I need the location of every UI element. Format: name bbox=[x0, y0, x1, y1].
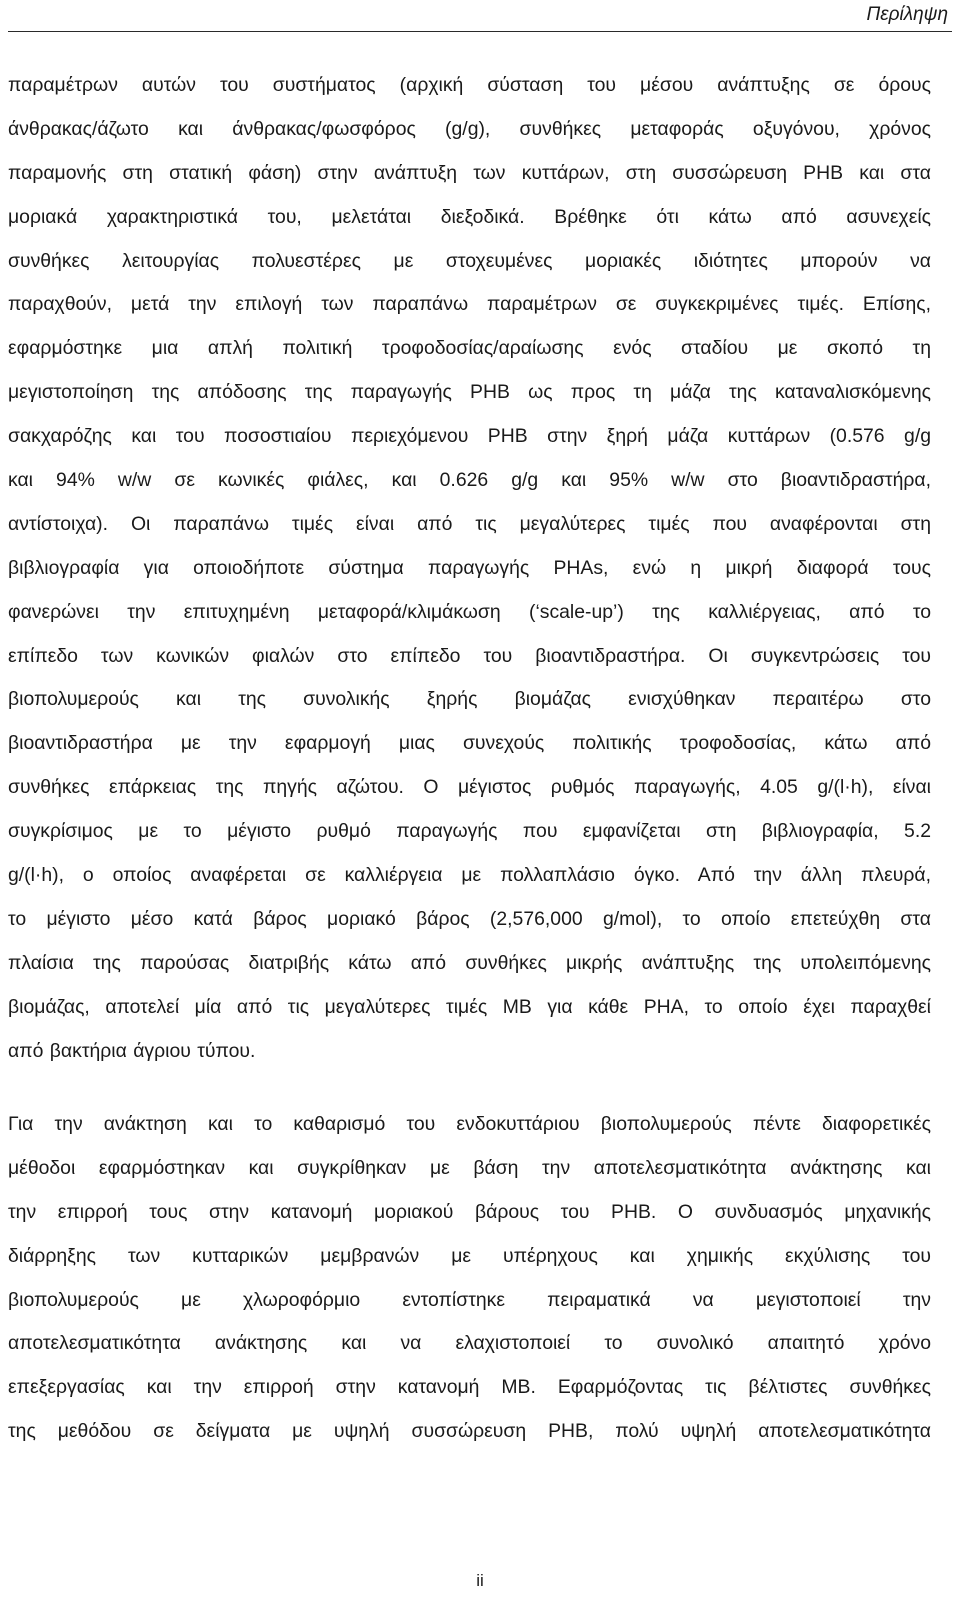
text-line: φανερώνει την επιτυχημένη μεταφορά/κλιμάκωση (‘scale-up’) της καλλιέργειας, από το bbox=[8, 600, 931, 623]
text-line: αντίστοιχα). Οι παραπάνω τιμές είναι από τις μεγαλύτερες τιμές που αναφέρονται στη bbox=[8, 512, 931, 535]
text-line: το μέγιστο μέσο κατά βάρος μοριακό βάρος (2,576,000 g/mol), το οποίο επετεύχθη στα bbox=[8, 907, 931, 930]
text-line: συνθήκες επάρκειας της πηγής αζώτου. Ο μέγιστος ρυθμός παραγωγής, 4.05 g/(l·h), είναι bbox=[8, 776, 931, 799]
text-line: από βακτήρια άγριου τύπου. bbox=[8, 1039, 256, 1062]
text-line: πλαίσια της παρούσας διατριβής κάτω από συνθήκες μικρής ανάπτυξης της υπολειπόμενης bbox=[8, 951, 931, 974]
text-line: διάρρηξης των κυτταρικών μεμβρανών με υπέρηχους και χημικής εκχύλισης του bbox=[8, 1244, 931, 1267]
text-line: της μεθόδου σε δείγματα με υψηλή συσσώρευση PHB, πολύ υψηλή αποτελεσματικότητα bbox=[8, 1420, 931, 1443]
text-line: την επιρροή τους στην κατανομή μοριακού βάρους του PHB. Ο συνδυασμός μηχανικής bbox=[8, 1200, 931, 1223]
text-line: αποτελεσματικότητα ανάκτησης και να ελαχιστοποιεί το συνολικό απαιτητό χρόνο bbox=[8, 1332, 931, 1355]
text-line: σακχαρόζης και του ποσοστιαίου περιεχόμενου PHB στην ξηρή μάζα κυττάρων (0.576 g/g bbox=[8, 425, 931, 448]
text-line: παραχθούν, μετά την επιλογή των παραπάνω παραμέτρων σε συγκεκριμένες τιμές. Επίσης, bbox=[8, 293, 931, 316]
text-line: βιοαντιδραστήρα με την εφαρμογή μιας συνεχούς πολιτικής τροφοδοσίας, κάτω από bbox=[8, 732, 931, 755]
paragraph-1 bbox=[8, 64, 931, 1073]
paragraph-2 bbox=[8, 1103, 931, 1454]
text-line: βιβλιογραφία για οποιοδήποτε σύστημα παραγωγής PHAs, ενώ η μικρή διαφορά τους bbox=[8, 556, 931, 579]
text-line: παραμονής στη στατική φάση) στην ανάπτυξη των κυττάρων, στη συσσώρευση PHB και στα bbox=[8, 161, 931, 184]
text-line: εφαρμόστηκε μια απλή πολιτική τροφοδοσίας/αραίωσης ενός σταδίου με σκοπό τη bbox=[8, 337, 931, 360]
text-line: επεξεργασίας και την επιρροή στην κατανομή MB. Εφαρμόζοντας τις βέλτιστες συνθήκες bbox=[8, 1376, 931, 1399]
text-line: g/(l·h), ο οποίος αναφέρεται σε καλλιέργεια με πολλαπλάσιο όγκο. Από την άλλη πλευρά, bbox=[8, 864, 931, 887]
text-line: μέθοδοι εφαρμόστηκαν και συγκρίθηκαν με βάση την αποτελεσματικότητα ανάκτησης και bbox=[8, 1156, 931, 1179]
text-line: Για την ανάκτηση και το καθαρισμό του ενδοκυττάριου βιοπολυμερούς πέντε διαφορετικές bbox=[8, 1113, 931, 1135]
page-header bbox=[0, 0, 960, 32]
header-rule bbox=[8, 31, 952, 32]
text-line: μεγιστοποίηση της απόδοσης της παραγωγής PHB ως προς τη μάζα της καταναλισκόμενης bbox=[8, 381, 931, 404]
text-line: επίπεδο των κωνικών φιαλών στο επίπεδο του βιοαντιδραστήρα. Οι συγκεντρώσεις του bbox=[8, 644, 931, 667]
text-line: άνθρακας/άζωτο και άνθρακας/φωσφόρος (g/g), συνθήκες μεταφοράς οξυγόνου, χρόνος bbox=[8, 117, 931, 140]
text-line: παραμέτρων αυτών του συστήματος (αρχική σύσταση του μέσου ανάπτυξης σε όρους bbox=[8, 74, 931, 96]
text-line: βιομάζας, αποτελεί μία από τις μεγαλύτερες τιμές MB για κάθε PHA, το οποίο έχει παραχθεί bbox=[8, 995, 931, 1018]
text-line: βιοπολυμερούς με χλωροφόρμιο εντοπίστηκε πειραματικά να μεγιστοποιεί την bbox=[8, 1288, 931, 1311]
header-title: Περίληψη bbox=[866, 4, 948, 25]
text-line: μοριακά χαρακτηριστικά του, μελετάται διεξοδικά. Βρέθηκε ότι κάτω από ασυνεχείς bbox=[8, 205, 931, 228]
text-line: συνθήκες λειτουργίας πολυεστέρες με στοχευμένες μοριακές ιδιότητες μπορούν να bbox=[8, 249, 931, 272]
text-line: βιοπολυμερούς και της συνολικής ξηρής βιομάζας ενισχύθηκαν περαιτέρω στο bbox=[8, 688, 931, 711]
page-number: ii bbox=[476, 1571, 484, 1590]
text-line: και 94% w/w σε κωνικές φιάλες, και 0.626 g/g και 95% w/w στο βιοαντιδραστήρα, bbox=[8, 469, 931, 492]
text-line: συγκρίσιμος με το μέγιστο ρυθμό παραγωγής που εμφανίζεται στη βιβλιογραφία, 5.2 bbox=[8, 820, 931, 843]
